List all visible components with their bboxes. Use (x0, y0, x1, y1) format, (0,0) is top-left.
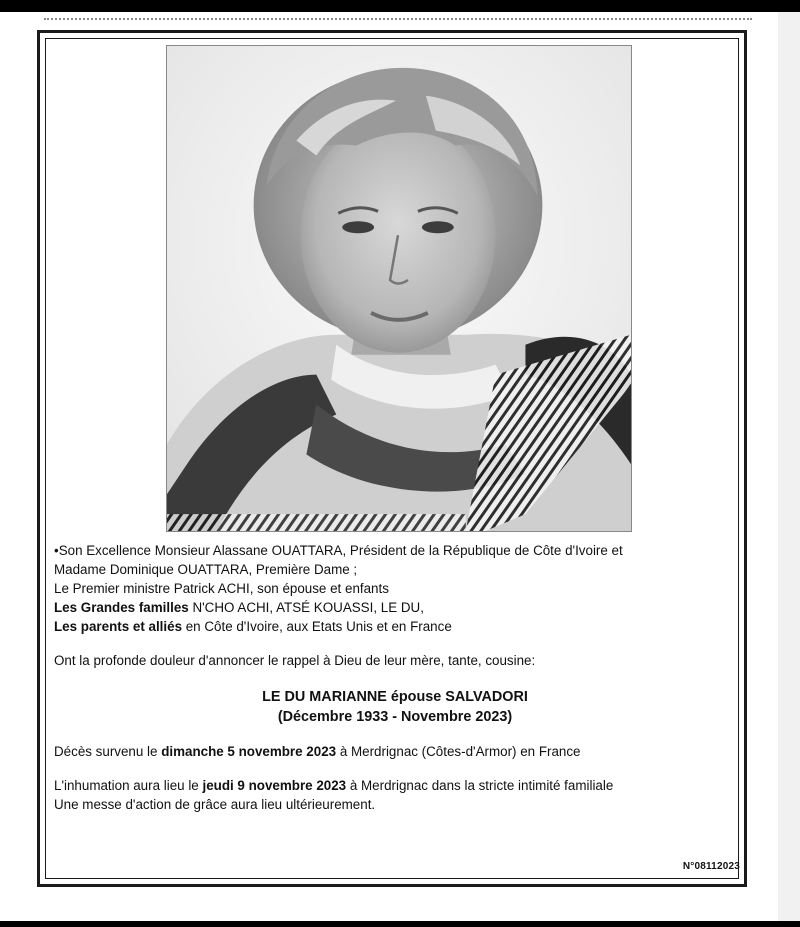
intro-line-3: Le Premier ministre Patrick ACHI, son épouse et enfants (54, 581, 389, 596)
bottom-black-bar (0, 921, 800, 927)
deceased-name: LE DU MARIANNE épouse SALVADORI (262, 689, 528, 705)
notice-text (54, 541, 744, 814)
burial-date: jeudi 9 novembre 2023 (202, 778, 347, 793)
top-black-bar (0, 0, 800, 12)
reference-number: N°08112023 (682, 861, 740, 872)
deceased-dates: (Décembre 1933 - Novembre 2023) (277, 709, 513, 725)
burial-suffix: à Merdrignac dans la stricte intimité familiale (346, 778, 614, 793)
families-names: N'CHO ACHI, ATSÉ KOUASSI, LE DU, (188, 600, 424, 615)
intro-line-5 (54, 617, 744, 636)
death-date: dimanche 5 novembre 2023 (161, 744, 337, 759)
mass-line: Une messe d'action de grâce aura lieu ultérieurement. (54, 797, 376, 812)
intro-line-4 (54, 598, 744, 617)
portrait-illustration (167, 46, 631, 531)
relatives-locations: en Côte d'Ivoire, aux Etats Unis et en France (182, 619, 452, 634)
portrait-photo (166, 45, 632, 532)
relatives-label: Les parents et alliés (54, 619, 183, 634)
side-strip (778, 12, 800, 921)
intro-line-2: Madame Dominique OUATTARA, Première Dame ; (54, 562, 358, 577)
deceased-block (54, 687, 744, 727)
announcement-line: Ont la profonde douleur d'annoncer le rappel à Dieu de leur mère, tante, cousine: (54, 653, 536, 668)
intro-line-1: •Son Excellence Monsieur Alassane OUATTARA, Président de la République de Côte d'Ivoire et (54, 543, 623, 558)
families-label: Les Grandes familles (54, 600, 189, 615)
burial-line (54, 776, 744, 795)
death-prefix: Décès survenu le (54, 744, 162, 759)
death-line (54, 742, 744, 761)
death-suffix: à Merdrignac (Côtes-d'Armor) en France (336, 744, 581, 759)
burial-prefix: L'inhumation aura lieu le (54, 778, 203, 793)
dotted-separator (44, 18, 752, 20)
